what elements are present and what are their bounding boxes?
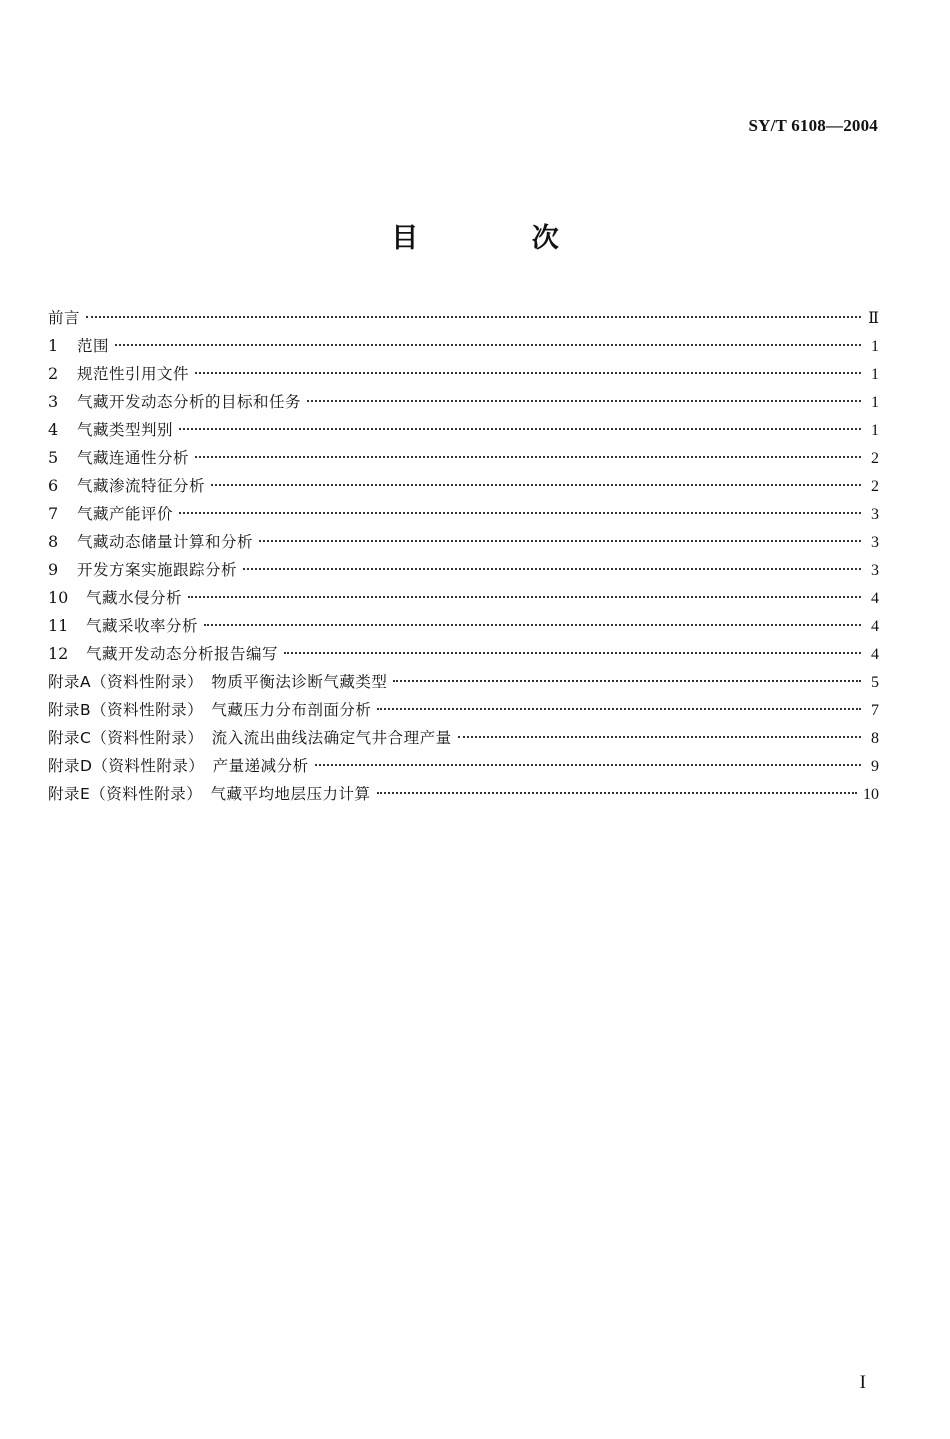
dot-leader bbox=[259, 540, 861, 542]
toc-entry-page: 3 bbox=[871, 506, 879, 523]
toc-entry-text: 附录D（资料性附录） 产量递减分析 bbox=[48, 757, 309, 775]
toc-entry-number: 9 bbox=[48, 560, 59, 579]
toc-entry-page: 3 bbox=[871, 534, 879, 551]
dot-leader bbox=[393, 680, 861, 682]
toc-entry-text: 开发方案实施跟踪分析 bbox=[77, 561, 238, 579]
toc-entry-text: 气藏动态储量计算和分析 bbox=[77, 533, 254, 551]
toc-entry-text: 气藏采收率分析 bbox=[86, 617, 199, 635]
toc-entry-12[interactable] bbox=[48, 640, 879, 668]
toc-entry-number: 5 bbox=[48, 448, 59, 467]
toc-entry-page: 8 bbox=[871, 730, 879, 747]
dot-leader bbox=[86, 316, 861, 318]
toc-entry-appendix-c[interactable] bbox=[48, 724, 879, 752]
toc-entry-page: 9 bbox=[871, 758, 879, 775]
toc-entry-number: 6 bbox=[48, 476, 59, 495]
toc-entry-text: 气藏类型判别 bbox=[77, 421, 174, 439]
toc-entry-text: 气藏连通性分析 bbox=[77, 449, 190, 467]
toc-entry-page: 1 bbox=[871, 366, 879, 383]
dot-leader bbox=[115, 344, 861, 346]
toc-entry-number: 7 bbox=[48, 504, 59, 523]
toc-entry-number: 8 bbox=[48, 532, 59, 551]
toc-entry-text: 附录A（资料性附录） 物质平衡法诊断气藏类型 bbox=[48, 673, 388, 691]
toc-entry-appendix-b[interactable] bbox=[48, 696, 879, 724]
toc-entry-appendix-d[interactable] bbox=[48, 752, 879, 780]
toc-entry-page: 1 bbox=[871, 422, 879, 439]
page-number: I bbox=[859, 1372, 866, 1393]
toc-entry-page: 2 bbox=[871, 450, 879, 467]
toc-entry-text: 气藏开发动态分析的目标和任务 bbox=[77, 393, 302, 411]
toc-entry-6[interactable] bbox=[48, 472, 879, 500]
dot-leader bbox=[307, 400, 861, 402]
toc-entry-appendix-e[interactable] bbox=[48, 780, 879, 808]
toc-entry-page: 3 bbox=[871, 562, 879, 579]
toc-entry-page: Ⅱ bbox=[868, 310, 879, 327]
toc-entry-text: 气藏渗流特征分析 bbox=[77, 477, 206, 495]
toc-entry-appendix-a[interactable] bbox=[48, 668, 879, 696]
toc-entry-number: 2 bbox=[48, 364, 59, 383]
toc-entry-text: 范围 bbox=[77, 337, 110, 355]
toc-entry-page: 5 bbox=[871, 674, 879, 691]
toc-entry-7[interactable] bbox=[48, 500, 879, 528]
toc-entry-number: 1 bbox=[48, 336, 59, 355]
toc-entry-page: 1 bbox=[871, 338, 879, 355]
toc-entry-page: 7 bbox=[871, 702, 879, 719]
toc-entry-11[interactable] bbox=[48, 612, 879, 640]
toc-entry-text: 气藏水侵分析 bbox=[86, 589, 183, 607]
dot-leader bbox=[377, 792, 857, 794]
toc-entry-3[interactable] bbox=[48, 388, 879, 416]
toc-entry-number: 4 bbox=[48, 420, 59, 439]
toc-entry-text: 气藏产能评价 bbox=[77, 505, 174, 523]
toc-entry-number: 3 bbox=[48, 392, 59, 411]
toc-entry-page: 2 bbox=[871, 478, 879, 495]
toc-entry-foreword[interactable] bbox=[48, 304, 879, 332]
toc-entry-text: 附录B（资料性附录） 气藏压力分布剖面分析 bbox=[48, 701, 372, 719]
dot-leader bbox=[179, 512, 861, 514]
toc-entry-number: 10 bbox=[48, 588, 69, 607]
dot-leader bbox=[377, 708, 861, 710]
dot-leader bbox=[179, 428, 861, 430]
toc-entry-number: 12 bbox=[48, 644, 69, 663]
toc-entry-page: 1 bbox=[871, 394, 879, 411]
dot-leader bbox=[195, 456, 861, 458]
toc-entry-8[interactable] bbox=[48, 528, 879, 556]
toc-entry-text: 附录E（资料性附录） 气藏平均地层压力计算 bbox=[48, 785, 371, 803]
toc-entry-page: 4 bbox=[871, 646, 879, 663]
toc-entry-1[interactable] bbox=[48, 332, 879, 360]
toc-entry-page: 10 bbox=[863, 786, 879, 803]
dot-leader bbox=[195, 372, 861, 374]
toc-entry-page: 4 bbox=[871, 618, 879, 635]
toc-entry-4[interactable] bbox=[48, 416, 879, 444]
dot-leader bbox=[188, 596, 861, 598]
dot-leader bbox=[284, 652, 861, 654]
toc-entry-text: 前言 bbox=[48, 309, 81, 327]
page-title: 目 次 bbox=[391, 223, 611, 254]
dot-leader bbox=[211, 484, 861, 486]
toc-entry-text: 规范性引用文件 bbox=[77, 365, 190, 383]
toc-entry-page: 4 bbox=[871, 590, 879, 607]
table-of-contents bbox=[48, 304, 879, 808]
dot-leader bbox=[204, 624, 861, 626]
dot-leader bbox=[458, 736, 861, 738]
toc-entry-9[interactable] bbox=[48, 556, 879, 584]
toc-entry-2[interactable] bbox=[48, 360, 879, 388]
toc-entry-10[interactable] bbox=[48, 584, 879, 612]
toc-entry-5[interactable] bbox=[48, 444, 879, 472]
toc-entry-number: 11 bbox=[48, 616, 69, 635]
toc-entry-text: 气藏开发动态分析报告编写 bbox=[86, 645, 279, 663]
dot-leader bbox=[243, 568, 861, 570]
standard-code: SY/T 6108—2004 bbox=[748, 116, 878, 135]
dot-leader bbox=[315, 764, 861, 766]
toc-entry-text: 附录C（资料性附录） 流入流出曲线法确定气井合理产量 bbox=[48, 729, 452, 747]
